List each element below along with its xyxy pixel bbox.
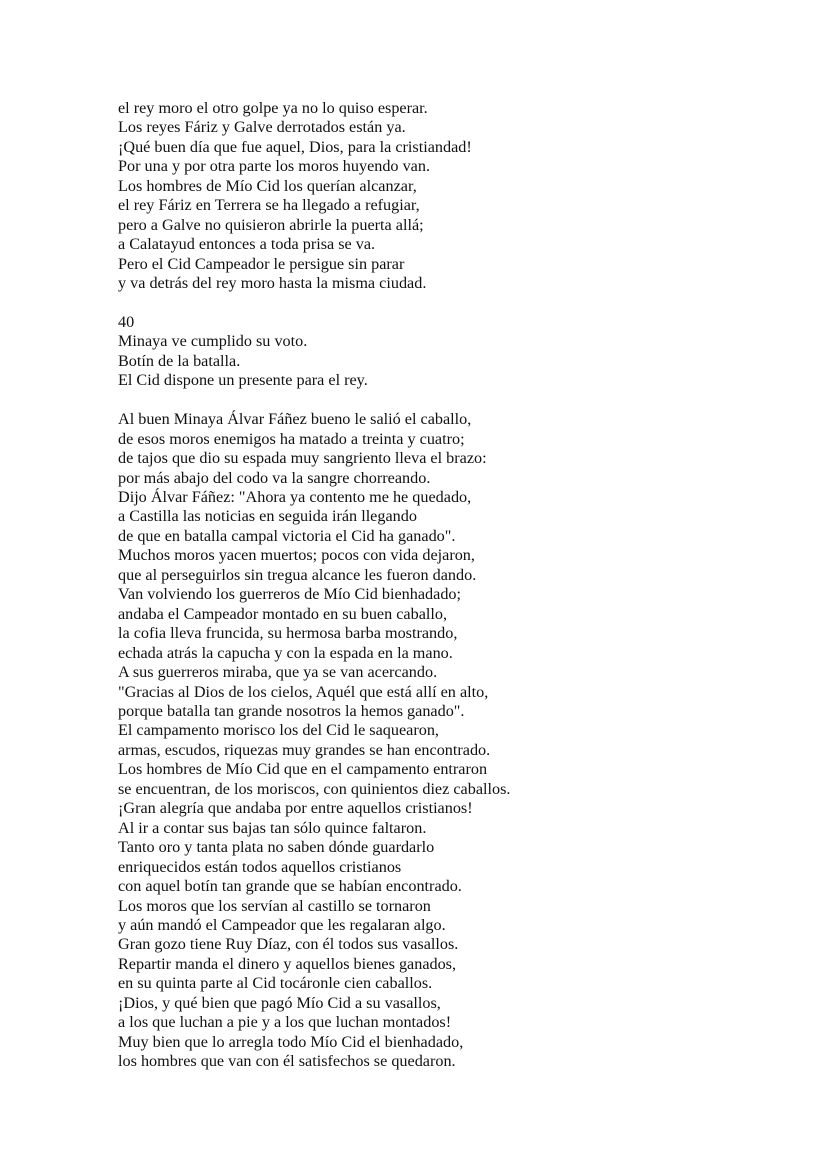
verse-line: Repartir manda el dinero y aquellos bienes ganados,: [118, 954, 457, 973]
section-header: [118, 313, 758, 391]
section-summary-line: Minaya ve cumplido su voto.: [118, 332, 308, 351]
verse-line: Muchos moros yacen muertos; pocos con vida dejaron,: [118, 546, 475, 565]
verse-line: armas, escudos, riquezas muy grandes se han encontrado.: [118, 740, 491, 759]
verse-line: enriquecidos están todos aquellos cristianos: [118, 857, 402, 876]
verse-line: Al ir a contar sus bajas tan sólo quince faltaron.: [118, 818, 427, 837]
verse-line: ¡Qué buen día que fue aquel, Dios, para la cristiandad!: [118, 137, 472, 156]
verse-line: Dijo Álvar Fáñez: "Ahora ya contento me he quedado,: [118, 488, 472, 507]
verse-line: que al perseguirlos sin tregua alcance les fueron dando.: [118, 565, 477, 584]
stanza-gap: [118, 294, 758, 313]
verse-line: Los hombres de Mío Cid que en el campamento entraron: [118, 760, 488, 779]
verse-line: porque batalla tan grande nosotros la hemos ganado".: [118, 702, 465, 721]
verse-line: por más abajo del codo va la sangre chorreando.: [118, 468, 431, 487]
verse-line: Pero el Cid Campeador le persigue sin parar: [118, 254, 405, 273]
verse-line: de que en batalla campal victoria el Cid ha ganado".: [118, 526, 456, 545]
verse-line: El campamento morisco los del Cid le saquearon,: [118, 721, 439, 740]
document-page: [118, 99, 758, 1072]
verse-line: de tajos que dio su espada muy sangriento lleva el brazo:: [118, 449, 487, 468]
verse-line: y va detrás del rey moro hasta la misma ciudad.: [118, 274, 427, 293]
verse-line: el rey moro el otro golpe ya no lo quiso esperar.: [118, 99, 428, 117]
stanza-2: [118, 410, 758, 1071]
verse-line: de esos moros enemigos ha matado a treinta y cuatro;: [118, 429, 465, 448]
verse-line: en su quinta parte al Cid tocáronle cien caballos.: [118, 974, 433, 993]
verse-line: "Gracias al Dios de los cielos, Aquél que está allí en alto,: [118, 682, 489, 701]
section-number: 40: [118, 312, 135, 331]
stanza-gap: [118, 391, 758, 410]
verse-line: a Castilla las noticias en seguida irán llegando: [118, 507, 417, 526]
verse-line: el rey Fáriz en Terrera se ha llegado a refugiar,: [118, 196, 420, 215]
verse-line: Los moros que los servían al castillo se tornaron: [118, 896, 431, 915]
verse-line: Al buen Minaya Álvar Fáñez bueno le salió el caballo,: [118, 410, 472, 429]
verse-line: Van volviendo los guerreros de Mío Cid bienhadado;: [118, 585, 462, 604]
verse-line: Gran gozo tiene Ruy Díaz, con él todos sus vasallos.: [118, 935, 459, 954]
verse-line: a Calatayud entonces a toda prisa se va.: [118, 235, 376, 254]
section-summary-line: El Cid dispone un presente para el rey.: [118, 371, 368, 390]
verse-line: Los hombres de Mío Cid los querían alcanzar,: [118, 176, 417, 195]
verse-line: la cofia lleva fruncida, su hermosa barba mostrando,: [118, 624, 458, 643]
verse-line: ¡Gran alegría que andaba por entre aquellos cristianos!: [118, 799, 473, 818]
section-summary-line: Botín de la batalla.: [118, 351, 241, 370]
verse-line: echada atrás la capucha y con la espada en la mano.: [118, 643, 453, 662]
stanza-1: [118, 99, 758, 294]
verse-line: A sus guerreros miraba, que ya se van acercando.: [118, 663, 438, 682]
verse-line: Los reyes Fáriz y Galve derrotados están ya.: [118, 118, 406, 137]
verse-line: Muy bien que lo arregla todo Mío Cid el bienhadado,: [118, 1032, 464, 1051]
verse-line: los hombres que van con él satisfechos se quedaron.: [118, 1052, 456, 1071]
verse-line: ¡Dios, y qué bien que pagó Mío Cid a su vasallos,: [118, 993, 441, 1012]
verse-line: y aún mandó el Campeador que les regalaran algo.: [118, 916, 446, 934]
verse-line: se encuentran, de los moriscos, con quinientos diez caballos.: [118, 779, 511, 798]
verse-line: Por una y por otra parte los moros huyendo van.: [118, 157, 430, 176]
verse-line: Tanto oro y tanta plata no saben dónde guardarlo: [118, 838, 435, 857]
verse-line: a los que luchan a pie y a los que luchan montados!: [118, 1013, 452, 1032]
verse-line: andaba el Campeador montado en su buen caballo,: [118, 604, 448, 623]
verse-line: con aquel botín tan grande que se habían encontrado.: [118, 877, 462, 896]
verse-line: pero a Galve no quisieron abrirle la puerta allá;: [118, 215, 424, 234]
